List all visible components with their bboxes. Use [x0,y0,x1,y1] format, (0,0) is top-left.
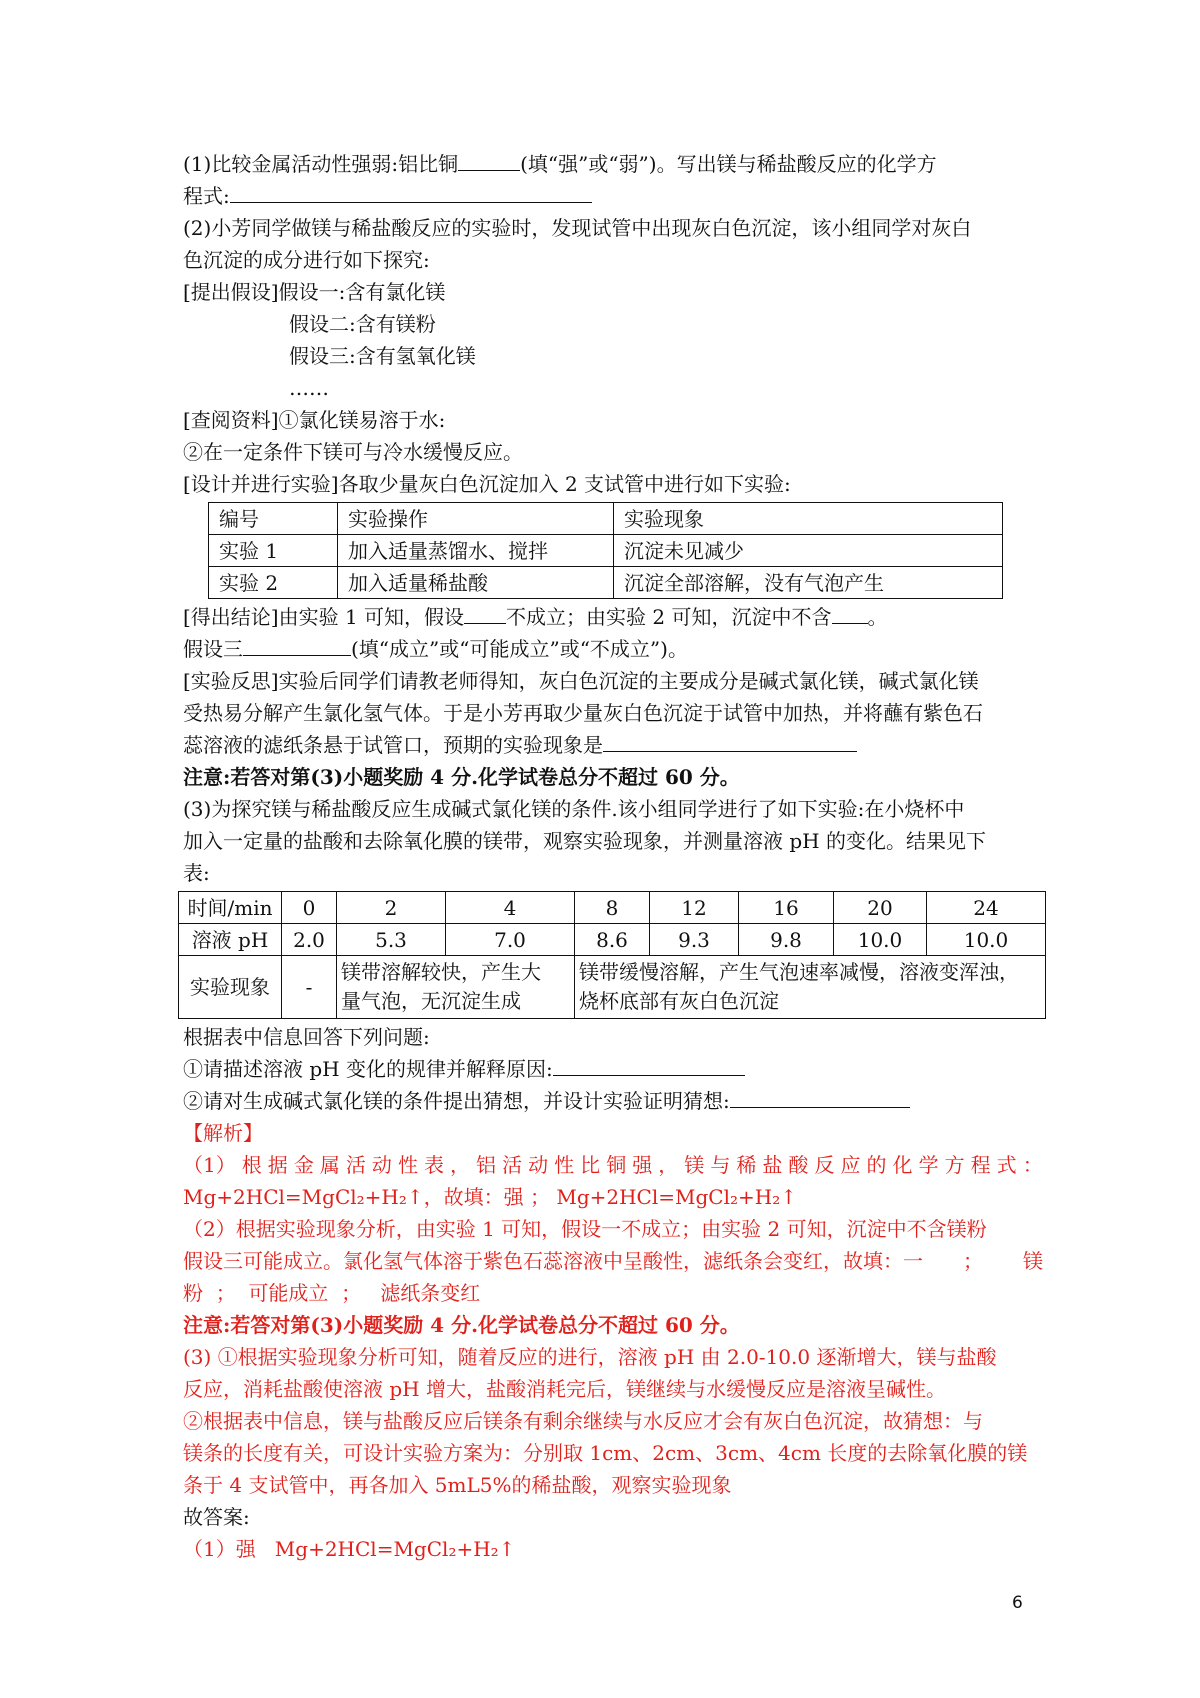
reflection-line3 [183,729,1043,761]
table-cell: 5.3 [337,924,446,956]
analysis-char: 动 [528,1153,549,1177]
ellipsis: …… [289,376,329,400]
table-header: 实验现象 [614,503,1003,535]
reference-2: ②在一定条件下镁可与冷水缓慢反应。 [183,440,523,464]
experiment-table [208,502,1003,599]
table-cell: 10.0 [927,924,1046,956]
analysis-2-line2 [183,1245,1043,1277]
page-number: 6 [1012,1593,1023,1613]
q3-line3: 表: [183,861,210,885]
table-cell: - [282,956,337,1019]
analysis-3-line1: (3) ①根据实验现象分析可知，随着反应的进行，溶液 pH 由 2.0-10.0 逐渐增大，镁与盐酸 [183,1345,997,1369]
q3-after: 根据表中信息回答下列问题: [183,1025,430,1049]
q1-text-c: 程式: [183,184,230,208]
analysis-title: 【解析】 [183,1121,263,1145]
q2-line2: 色沉淀的成分进行如下探究: [183,248,430,272]
analysis-3-line2: 反应，消耗盐酸使溶液 pH 增大，盐酸消耗完后，镁继续与水缓慢反应是溶液呈碱性。 [183,1377,946,1401]
analysis-char: 的 [866,1153,887,1177]
table-cell: 实验 1 [209,535,338,567]
analysis-char: 属 [319,1153,340,1177]
table-cell: 9.3 [650,924,739,956]
analysis-1-line1 [183,1149,1043,1181]
q2-line1: (2)小芳同学做镁与稀盐酸反应的实验时，发现试管中出现灰白色沉淀，该小组同学对灰白 [183,216,972,240]
hyp3-text-a: 假设三 [183,637,243,661]
obs-text: 镁带溶解较快，产生大 [341,960,541,984]
analysis-3-line3: ②根据表中信息，镁与盐酸反应后镁条有剩余继续与水反应才会有灰白色沉淀，故猜想：与 [183,1409,983,1433]
table-cell: 加入适量蒸馏水、搅拌 [338,535,614,567]
analysis-char: 活 [345,1153,366,1177]
analysis-char: 盐 [762,1153,783,1177]
table-header-row [209,503,1003,535]
analysis-char: 活 [502,1153,523,1177]
page-content [183,148,1043,1565]
answer-blank [832,603,868,624]
answer-blank [464,603,506,624]
answer-blank [230,182,592,203]
analysis-char: 金 [293,1153,314,1177]
q1-text-a: (1)比较金属活动性强弱:铝比铜 [183,152,459,176]
analysis-char: ： [1022,1153,1043,1177]
analysis-char: 应 [840,1153,861,1177]
table-row [179,924,1046,956]
table-cell: 2.0 [282,924,337,956]
analysis-char: 方 [944,1153,965,1177]
answer-label: 故答案: [183,1505,250,1529]
analysis-char: 性 [397,1153,418,1177]
q3-ask2 [183,1085,1043,1117]
ask1-text: ①请描述溶液 pH 变化的规律并解释原因: [183,1057,553,1081]
q1-text-b: (填“强”或“弱”)。写出镁与稀盐酸反应的化学方 [520,152,937,176]
analysis-char: 铝 [476,1153,497,1177]
table-header: 编号 [209,503,338,535]
q3-line1: (3)为探究镁与稀盐酸反应生成碱式氯化镁的条件.该小组同学进行了如下实验:在小烧杯中 [183,797,965,821]
table-row [209,567,1003,599]
table-cell: 10.0 [834,924,927,956]
q1-line1 [183,148,1043,180]
table-cell: 2 [337,892,446,924]
hypothesis-3: 假设三:含有氢氧化镁 [289,344,476,368]
analysis-2-text-b: ； [963,1249,983,1273]
analysis-char: 程 [970,1153,991,1177]
answer-blank [553,1055,745,1076]
analysis-char: （1） [183,1153,236,1177]
table-header: 实验现象 [179,956,282,1019]
table-row [179,892,1046,924]
obs-text: 量气泡，无沉淀生成 [341,989,521,1013]
analysis-char: 式 [996,1153,1017,1177]
design-line: [设计并进行实验]各取少量灰白色沉淀加入 2 支试管中进行如下实验: [183,472,791,496]
analysis-3-line4: 镁条的长度有关，可设计实验方案为：分别取 1cm、2cm、3cm、4cm 长度的去除氧化膜的镁 [183,1441,1028,1465]
table-cell: 12 [650,892,739,924]
reflection-text: 蕊溶液的滤纸条悬于试管口，预期的实验现象是 [183,733,603,757]
hyp3-text-b: (填“成立”或“可能成立”或“不成立”)。 [351,637,688,661]
conclusion-line [183,601,1043,633]
analysis-char: 铜 [606,1153,627,1177]
table-cell: 8 [575,892,650,924]
analysis-char: ， [658,1153,679,1177]
table-row [209,535,1003,567]
obs-text: 镁带缓慢溶解，产生气泡速率减慢，溶液变浑浊， [579,960,1019,984]
table-cell: 9.8 [739,924,834,956]
analysis-char: 动 [371,1153,392,1177]
analysis-char: 酸 [788,1153,809,1177]
answer-line: （1）强 Mg+2HCl=MgCl₂+H₂↑ [183,1537,516,1561]
table-cell: 加入适量稀盐酸 [338,567,614,599]
analysis-char: 根 [241,1153,262,1177]
analysis-char: 据 [267,1153,288,1177]
analysis-char: 镁 [684,1153,705,1177]
analysis-2-line1: （2）根据实验现象分析，由实验 1 可知，假设一不成立；由实验 2 可知，沉淀中不含镁粉 [183,1217,987,1241]
table-cell: 20 [834,892,927,924]
reflection-line1: [实验反思]实验后同学们请教老师得知，灰白色沉淀的主要成分是碱式氯化镁，碱式氯化镁 [183,669,979,693]
analysis-3-line5: 条于 4 支试管中，再各加入 5mL5%的稀盐酸，观察实验现象 [183,1473,732,1497]
hypothesis-1: [提出假设]假设一:含有氯化镁 [183,280,446,304]
table-cell: 24 [927,892,1046,924]
conclusion-text-b: 不成立；由实验 2 可知，沉淀中不含 [506,605,832,629]
conclusion-text-c: 。 [867,605,888,629]
table-cell: 4 [446,892,575,924]
answer-blank [730,1087,910,1108]
analysis-char: 稀 [736,1153,757,1177]
ph-table [178,891,1046,1019]
analysis-char: 反 [814,1153,835,1177]
analysis-2-line3: 粉 ； 可能成立 ； 滤纸条变红 [183,1281,481,1305]
analysis-char: ， [450,1153,471,1177]
table-header: 溶液 pH [179,924,282,956]
analysis-char: 与 [710,1153,731,1177]
ask2-text: ②请对生成碱式氯化镁的条件提出猜想，并设计实验证明猜想: [183,1089,730,1113]
obs-text: 烧杯底部有灰白色沉淀 [579,989,779,1013]
analysis-note: 注意:若答对第(3)小题奖励 4 分.化学试卷总分不超过 60 分。 [183,1313,740,1337]
analysis-char: 化 [892,1153,913,1177]
table-cell: 沉淀未见减少 [614,535,1003,567]
table-cell: 0 [282,892,337,924]
answer-blank [243,635,351,656]
analysis-char: 表 [423,1153,444,1177]
note-line: 注意:若答对第(3)小题奖励 4 分.化学试卷总分不超过 60 分。 [183,765,740,789]
table-cell: 沉淀全部溶解，没有气泡产生 [614,567,1003,599]
reflection-line2: 受热易分解产生氯化氢气体。于是小芳再取少量灰白色沉淀于试管中加热，并将蘸有紫色石 [183,701,983,725]
hypothesis-2: 假设二:含有镁粉 [289,312,436,336]
answer-blank [458,150,520,171]
analysis-char: 性 [554,1153,575,1177]
q3-line2: 加入一定量的盐酸和去除氧化膜的镁带，观察实验现象，并测量溶液 pH 的变化。结果见下 [183,829,986,853]
table-cell [337,956,575,1019]
answer-blank [603,731,857,752]
table-cell: 8.6 [575,924,650,956]
analysis-char: 强 [632,1153,653,1177]
hypothesis3-line [183,633,1043,665]
analysis-2-text-a: 假设三可能成立。氯化氢气体溶于紫色石蕊溶液中呈酸性，滤纸条会变红，故填：一 [183,1249,923,1273]
table-row [179,956,1046,1019]
table-header: 时间/min [179,892,282,924]
q3-ask1 [183,1053,1043,1085]
analysis-char: 学 [918,1153,939,1177]
table-cell: 16 [739,892,834,924]
analysis-char: 比 [580,1153,601,1177]
conclusion-text-a: [得出结论]由实验 1 可知，假设 [183,605,465,629]
table-cell: 7.0 [446,924,575,956]
table-cell: 实验 2 [209,567,338,599]
table-header: 实验操作 [338,503,614,535]
reference-1: [查阅资料]①氯化镁易溶于水: [183,408,446,432]
q1-line2 [183,180,1043,212]
analysis-1-line2: Mg+2HCl=MgCl₂+H₂↑，故填：强 ； Mg+2HCl=MgCl₂+H₂↑ [183,1185,797,1209]
table-cell [575,956,1046,1019]
analysis-2-text-c: 镁 [1023,1249,1043,1273]
